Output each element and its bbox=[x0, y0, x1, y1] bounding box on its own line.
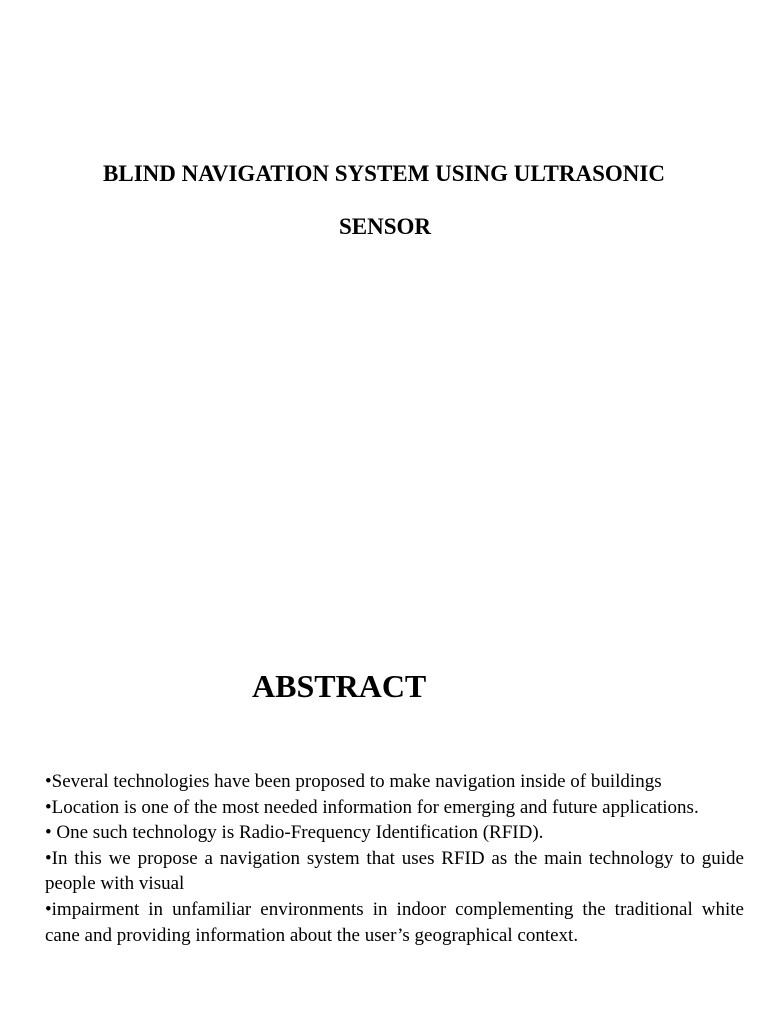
abstract-bullet-4: •In this we propose a navigation system that uses RFID as the main technology to guide people with visual bbox=[45, 847, 744, 895]
abstract-bullet-1: •Several technologies have been proposed to make navigation inside of buildings bbox=[45, 771, 662, 792]
document-title-line-2: SENSOR bbox=[338, 214, 432, 239]
abstract-bullet-3: • One such technology is Radio-Frequency Identification (RFID). bbox=[45, 822, 544, 844]
abstract-heading: ABSTRACT bbox=[252, 668, 427, 704]
abstract-bullet-2: •Location is one of the most needed information for emerging and future applications. bbox=[45, 796, 699, 818]
document-title-line-1: BLIND NAVIGATION SYSTEM USING ULTRASONIC bbox=[103, 161, 665, 186]
abstract-bullet-list bbox=[45, 769, 744, 948]
abstract-bullet-5: •impairment in unfamiliar environments in indoor complementing the traditional white cane and providing information about the user’s geographical context. bbox=[45, 898, 744, 946]
